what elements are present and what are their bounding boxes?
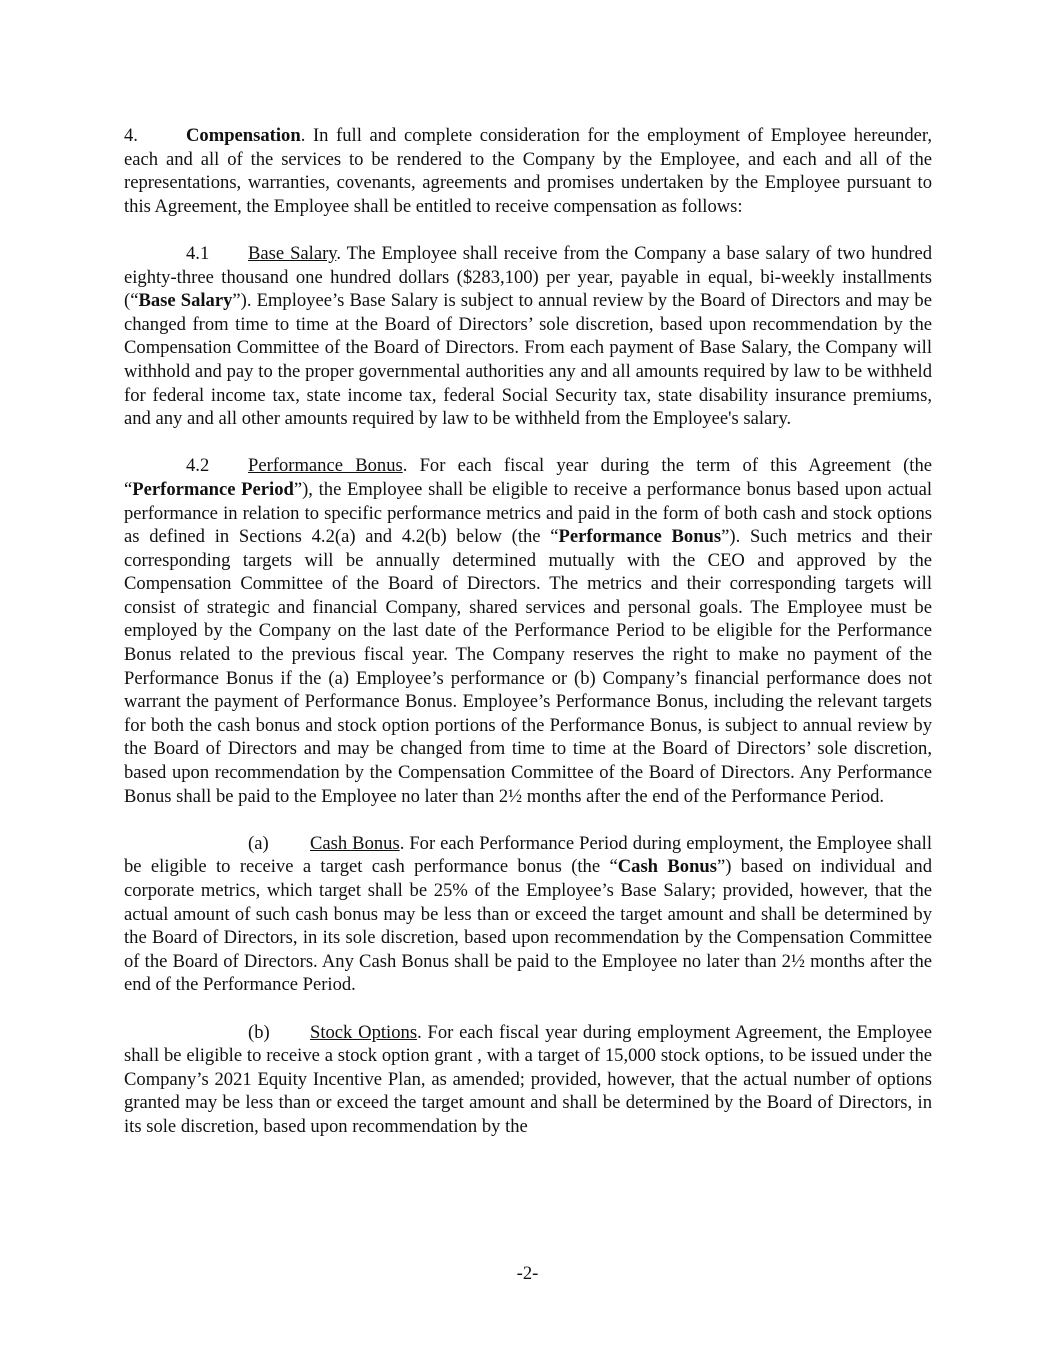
defined-term: Performance Period (132, 478, 294, 500)
section-heading: Stock Options (310, 1021, 418, 1043)
section-body-text: . In full and complete consideration for the employment of Employee hereunder, each and all of the services to be rendered to the Company by the Employee, and each and all of the representations, warranties, covenants, agreements and promises undertaken by the Employee pursuant to this Agreement, the Employee shall be entitled to receive compensation as follows: (124, 125, 932, 217)
section-4-2b-paragraph (124, 1021, 932, 1139)
section-heading: Compensation (186, 125, 301, 146)
section-number: 4.1 (186, 242, 210, 264)
section-number: 4.2 (186, 455, 210, 477)
section-body-text: ”). Such metrics and their corresponding targets will be annually determined mutually with the CEO and approved by the Compensation Committee of the Board of Directors. The metrics and their corresponding targets will consist of strategic and financial Company, shared services and personal goals. The Employee must be employed by the Company on the last date of the Performance Period to be eligible for the Performance Bonus related to the previous fiscal year. The Company reserves the right to make no payment of the Performance Bonus if the (a) Employee’s performance or (b) Company’s financial performance does not warrant the payment of Performance Bonus. Employee’s Performance Bonus, including the relevant targets for both the cash bonus and stock option portions of the Performance Bonus, is subject to annual review by the Board of Directors and may be changed from time to time at the Board of Directors’ sole discretion, based upon recommendation by the Compensation Committee of the Board of Directors. Any Performance Bonus shall be paid to the Employee no later than 2½ months after the end of the Performance Period. (124, 526, 932, 807)
document-page (124, 124, 932, 1162)
section-4-1-paragraph (124, 242, 932, 431)
section-body-text: . For each fiscal year during employment Agreement, the Employee shall be eligible to receive a stock option grant , with a target of 15,000 stock options, to be issued under the Company’s 2021 Equity Incentive Plan, as amended; provided, however, that the actual number of options granted may be less than or exceed the target amount and shall be determined by the Board of Directors, in its sole discretion, based upon recommendation by the (124, 1021, 932, 1137)
defined-term: Performance Bonus (558, 526, 722, 548)
section-4-2a-paragraph (124, 832, 932, 997)
page-number: -2- (516, 1263, 539, 1284)
section-4-2-paragraph (124, 454, 932, 808)
section-body-text: . The Employee shall receive from the Company a base salary of two hundred eighty-three thousand one hundred dollars ($283,100) per year, payable in equal, bi-weekly installments (“ (124, 242, 932, 312)
section-body-text: ”) based on individual and corporate metrics, which target shall be 25% of the Employee’s Base Salary; provided, however, that the actual amount of such cash bonus may be less than or exceed the target amount and shall be determined by the Board of Directors, in its sole discretion, based upon recommendation by the Compensation Committee of the Board of Directors. Any Cash Bonus shall be paid to the Employee no later than 2½ months after the end of the Performance Period. (124, 856, 932, 996)
section-heading: Cash Bonus (310, 832, 400, 854)
section-heading: Performance Bonus (248, 455, 403, 477)
section-body-text: ”), the Employee shall be eligible to receive a performance bonus based upon actual performance in relation to specific performance metrics and paid in the form of both cash and stock options as defined in Sections 4.2(a) and 4.2(b) below (the “ (124, 478, 932, 548)
section-body-text: ”). Employee’s Base Salary is subject to annual review by the Board of Directors and may be changed from time to time at the Board of Directors’ sole discretion, based upon recommendation by the Compensation Committee of the Board of Directors. From each payment of Base Salary, the Company will withhold and pay to the proper governmental authorities any and all amounts required by law to be withheld for federal income tax, state income tax, federal Social Security tax, state disability insurance premiums, and any and all other amounts required by law to be withheld from the Employee's salary. (124, 290, 932, 430)
section-number: (a) (248, 832, 269, 854)
section-number: (b) (248, 1021, 270, 1043)
section-heading: Base Salary (248, 242, 337, 264)
section-body-text: . For each fiscal year during the term of this Agreement (the “ (124, 455, 932, 500)
defined-term: Base Salary (138, 290, 233, 312)
defined-term: Cash Bonus (617, 856, 717, 878)
section-number: 4. (124, 125, 138, 146)
section-body-text: . For each Performance Period during employment, the Employee shall be eligible to receive a target cash performance bonus (the “ (124, 832, 932, 878)
section-4-paragraph (124, 124, 932, 218)
